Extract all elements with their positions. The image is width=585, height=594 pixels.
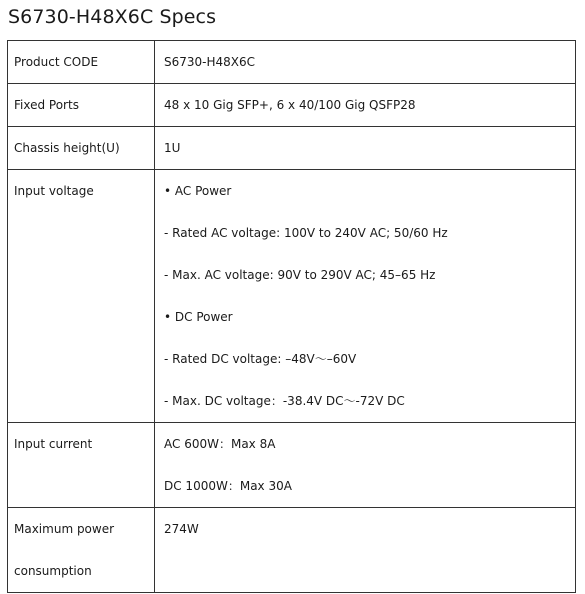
row-value [155,508,576,593]
row-value [155,41,576,84]
value-text: - Rated AC voltage: 100V to 240V AC; 50/60 Hz [164,226,448,240]
row-label [8,423,155,508]
row-value [155,170,576,423]
label-text: Product CODE [14,55,99,69]
label-text: consumption [14,564,92,578]
value-text: S6730-H48X6C [164,55,256,69]
row-label [8,508,155,593]
label-text: Input current [14,437,93,451]
label-text: Chassis height(U) [14,141,120,155]
value-text: 274W [164,522,199,536]
value-text: 1U [164,141,181,155]
table-row [8,41,576,84]
specs-table [7,40,576,593]
table-row [8,508,576,593]
value-text: AC 600W：Max 8A [164,437,276,451]
row-label [8,41,155,84]
row-label [8,84,155,127]
row-value [155,423,576,508]
value-text: • DC Power [164,310,233,324]
table-row [8,170,576,423]
row-label [8,170,155,423]
label-text: Input voltage [14,184,94,198]
value-text: - Max. DC voltage：-38.4V DC～-72V DC [164,394,405,408]
table-row [8,84,576,127]
row-value [155,84,576,127]
value-text: DC 1000W：Max 30A [164,479,292,493]
value-text: • AC Power [164,184,232,198]
value-text: 48 x 10 Gig SFP+, 6 x 40/100 Gig QSFP28 [164,98,416,112]
value-text: - Max. AC voltage: 90V to 290V AC; 45–65 Hz [164,268,436,282]
value-text: - Rated DC voltage: –48V～–60V [164,352,357,366]
label-text: Maximum power [14,522,115,536]
label-text: Fixed Ports [14,98,79,112]
row-value [155,127,576,170]
row-label [8,127,155,170]
table-row [8,423,576,508]
page-title: S6730-H48X6C Specs [8,6,217,28]
table-row [8,127,576,170]
